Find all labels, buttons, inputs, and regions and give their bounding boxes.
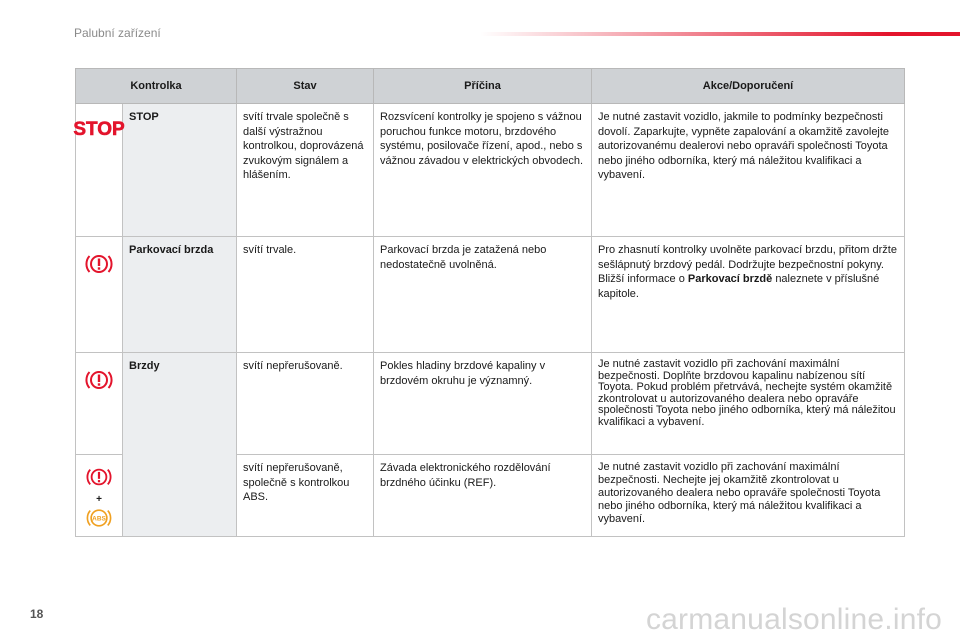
abs-icon-text: ABS (92, 515, 106, 523)
cause-text: Rozsvícení kontrolky je spojeno s vážnou poruchou funkce motoru, brzdového systému, posilovače řízení, apod., nebo s vážnou závadou v elektrických obvodech. (374, 104, 592, 237)
icon-cell (76, 353, 123, 455)
table-row (76, 353, 905, 455)
action-text-part: naleznete v příslušné kapitole. (598, 273, 880, 300)
light-name: STOP (123, 104, 237, 237)
watermark: carmanualsonline.info (645, 603, 942, 636)
action-text (592, 237, 905, 353)
state-text: svítí trvale společně s další výstražnou kontrolkou, doprovázená zvukovým signálem a hlášením. (237, 104, 374, 237)
abs-icon (84, 506, 114, 530)
table-header-row (76, 69, 905, 104)
page-number: 18 (30, 607, 44, 621)
table-row (76, 104, 905, 237)
header-stav: Stav (237, 69, 374, 104)
action-text: Je nutné zastavit vozidlo při zachování maximální bezpečnosti. Nechejte jej okamžitě zkontrolovat u autorizovaného dealera nebo opraváře společnosti Toyota nebo jiného odborníka, který má náležitou kvalifikaci a vybavení. (592, 455, 905, 537)
state-text: svítí trvale. (237, 237, 374, 353)
section-title: Palubní zařízení (74, 26, 161, 40)
action-text: Je nutné zastavit vozidlo, jakmile to podmínky bezpečnosti dovolí. Zaparkujte, vypněte zapalování a okamžitě zavolejte autorizovanému dealerovi nebo opraváři společnosti Toyota nebo jiného odborníka, který má náležitou kvalifikaci a vybavení. (592, 104, 905, 237)
stop-icon (73, 118, 125, 140)
stop-icon-text: STOP (73, 119, 125, 140)
header-akce: Akce/Doporučení (592, 69, 905, 104)
header-kontrolka: Kontrolka (76, 69, 237, 104)
icon-cell (76, 237, 123, 353)
cause-text: Pokles hladiny brzdové kapaliny v brzdovém okruhu je významný. (374, 353, 592, 455)
brake-warning-icon (84, 251, 114, 277)
state-text: svítí nepřerušovaně, společně s kontrolkou ABS. (237, 455, 374, 537)
action-text-part: Pro zhasnutí kontrolky uvolněte parkovací brzdu, přitom držte sešlápnutý brzdový pedál. Dodržujte bezpečnostní pokyny. Bližší informace o (598, 244, 897, 286)
icon-cell (73, 104, 125, 237)
brake-warning-icon (84, 465, 114, 489)
plus-sign: + (96, 493, 102, 505)
action-text: Je nutné zastavit vozidlo při zachování maximální bezpečnosti. Doplňte brzdovou kapalinu nabízenou sítí Toyota. Pokud problém přetrvává, nechejte systém okamžitě zkontrolovat u autorizovaného dealera nebo opraváře společnosti Toyota nebo jiného odborníka, který má náležitou kvalifikaci a vybavení. (592, 353, 905, 455)
icon-cell (76, 455, 123, 537)
brake-warning-icon (84, 367, 114, 393)
table-row (76, 237, 905, 353)
light-name: Brzdy (123, 353, 237, 537)
action-text-bold: Parkovací brzdě (687, 273, 773, 286)
warning-lights-table (75, 68, 905, 537)
light-name: Parkovací brzda (123, 237, 237, 353)
cause-text: Parkovací brzda je zatažená nebo nedostatečně uvolněná. (374, 237, 592, 353)
header-accent-bar (480, 32, 960, 36)
state-text: svítí nepřerušovaně. (237, 353, 374, 455)
cause-text: Závada elektronického rozdělování brzdného účinku (REF). (374, 455, 592, 537)
header-pricina: Příčina (374, 69, 592, 104)
